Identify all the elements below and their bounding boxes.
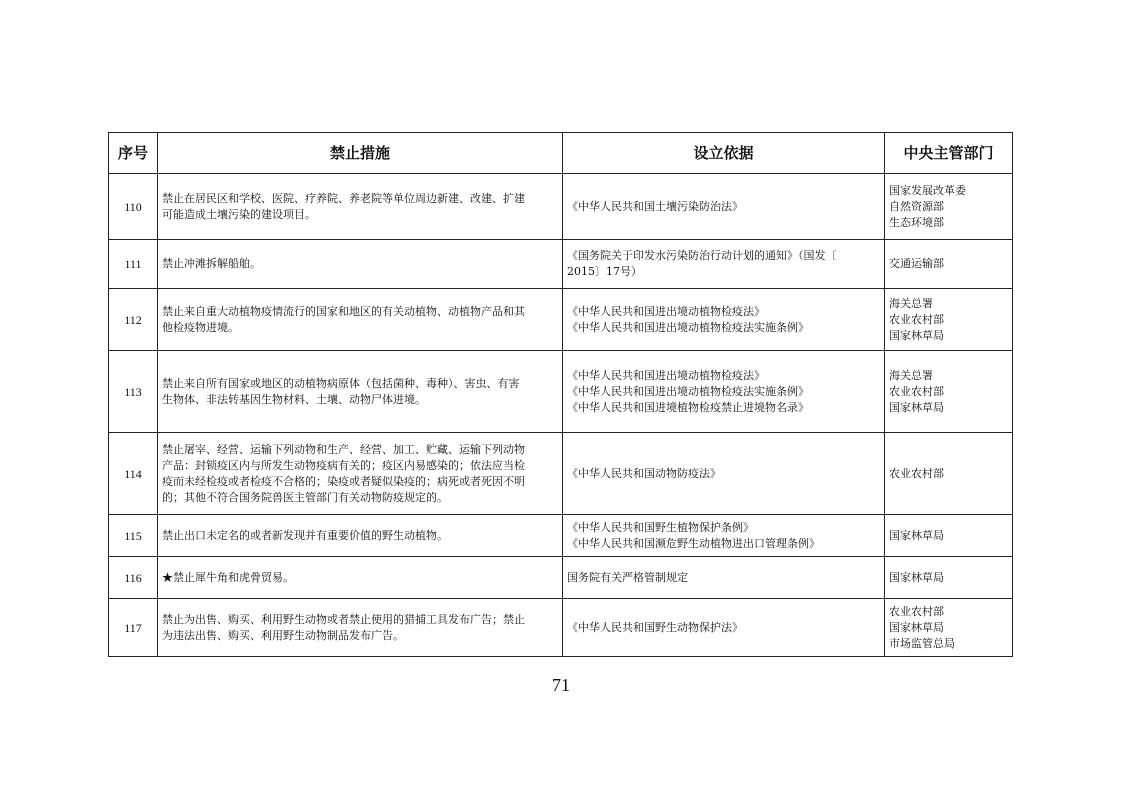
department-line: 农业农村部 <box>889 466 944 480</box>
measure-cell <box>158 351 563 433</box>
measure-cell <box>158 240 563 289</box>
basis-line: 《中华人民共和国进境植物检疫禁止进境物名录》 <box>567 400 809 414</box>
basis-cell <box>563 515 885 557</box>
row-number: 112 <box>109 289 158 351</box>
department-line: 国家林草局 <box>889 328 944 342</box>
measure-cell <box>158 289 563 351</box>
basis-line: 《国务院关于印发水污染防治行动计划的通知》（国发〔 <box>567 249 837 262</box>
table-row <box>109 174 1013 240</box>
row-number: 111 <box>109 240 158 289</box>
measure-line: 产品：封锁疫区内与所发生动物疫病有关的；疫区内易感染的；依法应当检 <box>162 458 525 472</box>
measure-line: 生物体、非法转基因生物材料、土壤、动物尸体进境。 <box>162 392 426 406</box>
table-row <box>109 351 1013 433</box>
table-row <box>109 557 1013 599</box>
department-line: 市场监管总局 <box>889 636 955 650</box>
header-department: 中央主管部门 <box>885 133 1013 174</box>
department-line: 自然资源部 <box>889 199 944 213</box>
department-line: 农业农村部 <box>889 312 944 326</box>
department-line: 农业农村部 <box>889 604 944 618</box>
basis-line: 2015〕17号） <box>567 265 642 278</box>
measure-line: 禁止冲滩拆解船舶。 <box>162 257 261 270</box>
measure-cell <box>158 174 563 240</box>
department-line: 国家林草局 <box>889 400 944 414</box>
measure-cell <box>158 515 563 557</box>
measure-line: 禁止在居民区和学校、医院、疗养院、养老院等单位周边新建、改建、扩建 <box>162 191 525 205</box>
basis-line: 《中华人民共和国野生植物保护条例》 <box>567 520 754 534</box>
department-cell <box>885 240 1013 289</box>
basis-cell <box>563 289 885 351</box>
basis-cell <box>563 351 885 433</box>
measure-line: 禁止屠宰、经营、运输下列动物和生产、经营、加工、贮藏、运输下列动物 <box>162 442 525 456</box>
header-serial-number: 序号 <box>109 133 158 174</box>
measure-cell <box>158 599 563 657</box>
measure-line: 禁止来自重大动植物疫情流行的国家和地区的有关动植物、动植物产品和其 <box>162 304 525 318</box>
basis-line: 《中华人民共和国进出境动植物检疫法》 <box>567 304 765 318</box>
department-line: 国家林草局 <box>889 620 944 634</box>
header-measure: 禁止措施 <box>158 133 563 174</box>
department-cell <box>885 433 1013 515</box>
department-line: 海关总署 <box>889 368 933 382</box>
department-cell <box>885 174 1013 240</box>
page-number: 71 <box>552 675 570 695</box>
basis-cell <box>563 174 885 240</box>
table-header-row <box>109 133 1013 174</box>
basis-cell <box>563 557 885 599</box>
table-row <box>109 240 1013 289</box>
row-number: 116 <box>109 557 158 599</box>
measure-line: 禁止为出售、购买、利用野生动物或者禁止使用的猎捕工具发布广告；禁止 <box>162 612 525 626</box>
measure-cell <box>158 557 563 599</box>
department-cell <box>885 557 1013 599</box>
department-cell <box>885 351 1013 433</box>
row-number: 115 <box>109 515 158 557</box>
table-row <box>109 433 1013 515</box>
table-row <box>109 515 1013 557</box>
basis-line: 《中华人民共和国动物防疫法》 <box>567 466 721 480</box>
department-line: 海关总署 <box>889 296 933 310</box>
prohibition-table <box>108 132 1013 657</box>
basis-line: 《中华人民共和国濒危野生动植物进出口管理条例》 <box>567 536 820 550</box>
basis-line: 《中华人民共和国野生动物保护法》 <box>567 620 743 634</box>
department-line: 交通运输部 <box>889 257 944 270</box>
measure-line: 禁止出口未定名的或者新发现并有重要价值的野生动植物。 <box>162 528 448 542</box>
row-number: 113 <box>109 351 158 433</box>
measure-line: 为违法出售、购买、利用野生动物制品发布广告。 <box>162 628 404 642</box>
department-line: 生态环境部 <box>889 215 944 229</box>
department-line: 农业农村部 <box>889 384 944 398</box>
row-number: 110 <box>109 174 158 240</box>
department-line: 国家林草局 <box>889 570 944 584</box>
basis-line: 《中华人民共和国进出境动植物检疫法实施条例》 <box>567 320 809 334</box>
measure-line: ★禁止犀牛角和虎骨贸易。 <box>162 570 294 584</box>
measure-line: 的；其他不符合国务院兽医主管部门有关动物防疫规定的。 <box>162 490 448 504</box>
department-line: 国家林草局 <box>889 528 944 542</box>
basis-cell <box>563 433 885 515</box>
measure-line: 禁止来自所有国家或地区的动植物病原体（包括菌种、毒种）、害虫、有害 <box>162 376 520 390</box>
basis-line: 《中华人民共和国进出境动植物检疫法》 <box>567 368 765 382</box>
department-cell <box>885 599 1013 657</box>
measure-line: 疫而未经检疫或者检疫不合格的；染疫或者疑似染疫的；病死或者死因不明 <box>162 474 525 488</box>
measure-cell <box>158 433 563 515</box>
basis-cell <box>563 599 885 657</box>
row-number: 117 <box>109 599 158 657</box>
measure-line: 他检疫物进境。 <box>162 320 239 334</box>
department-line: 国家发展改革委 <box>889 183 966 197</box>
table-row <box>109 289 1013 351</box>
header-basis: 设立依据 <box>563 133 885 174</box>
department-cell <box>885 515 1013 557</box>
basis-line: 国务院有关严格管制规定 <box>567 570 688 584</box>
row-number: 114 <box>109 433 158 515</box>
table-row <box>109 599 1013 657</box>
basis-line: 《中华人民共和国进出境动植物检疫法实施条例》 <box>567 384 809 398</box>
basis-line: 《中华人民共和国土壤污染防治法》 <box>567 199 743 213</box>
measure-line: 可能造成土壤污染的建设项目。 <box>162 207 316 221</box>
department-cell <box>885 289 1013 351</box>
basis-cell <box>563 240 885 289</box>
